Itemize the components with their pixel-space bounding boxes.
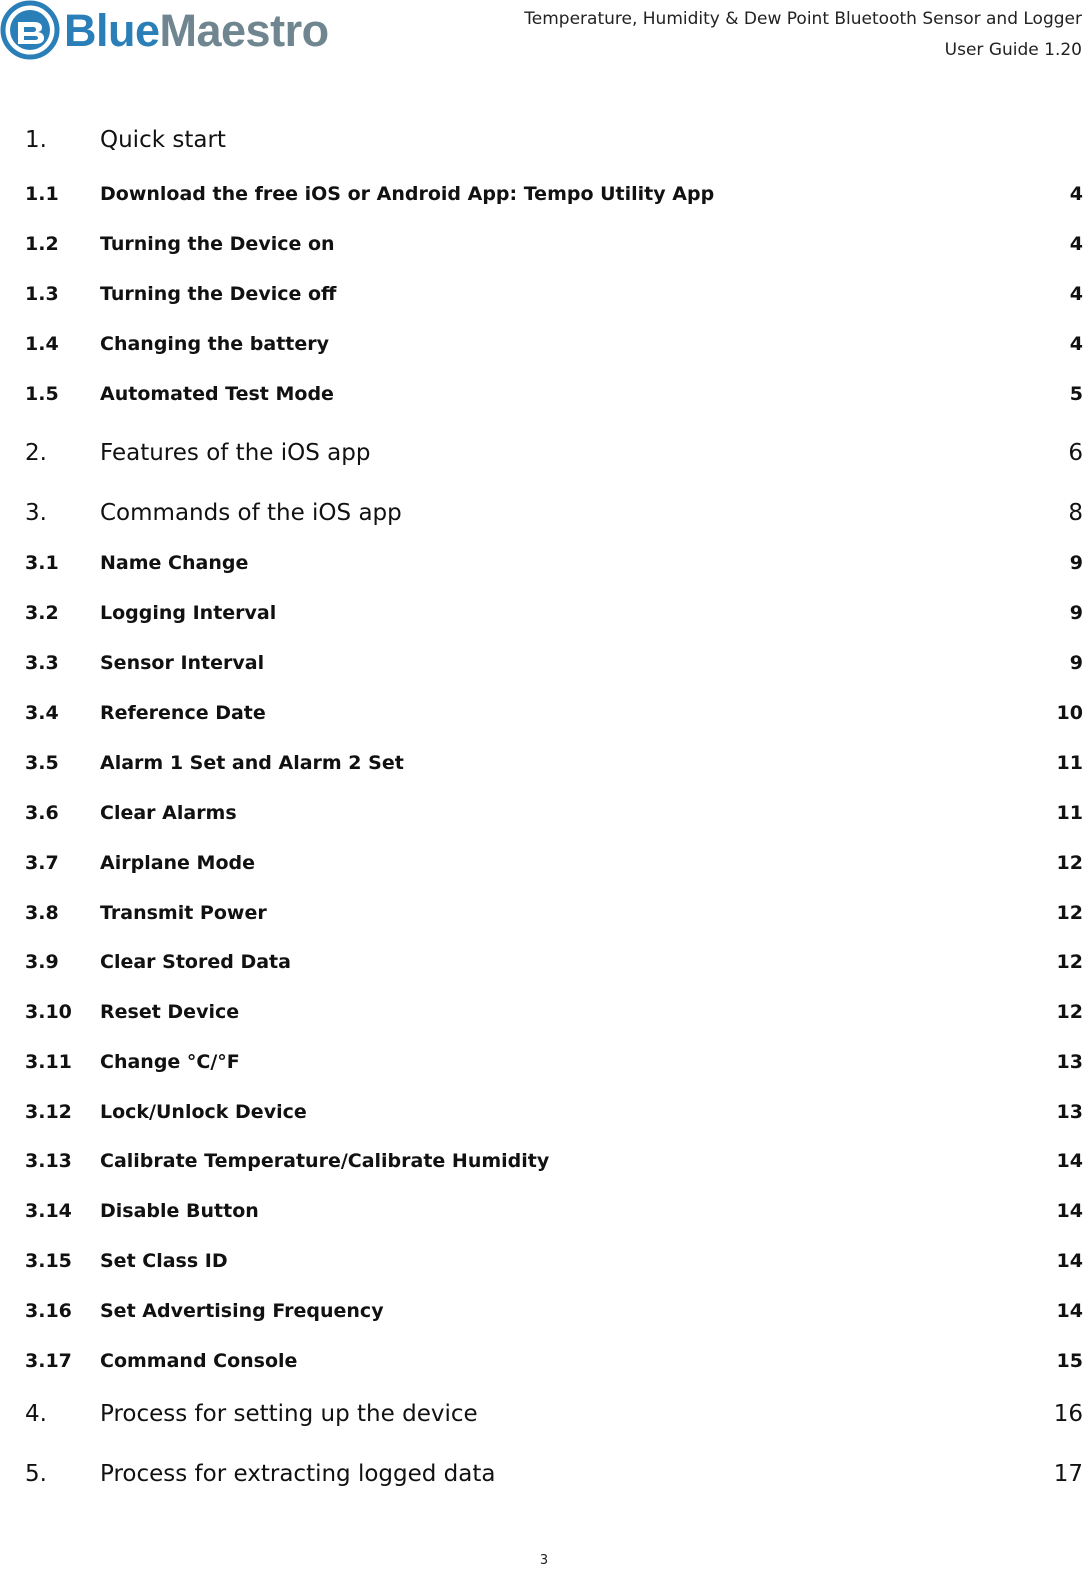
toc-entry-title: Automated Test Mode [100, 383, 334, 405]
toc-entry-number: 3.3 [25, 652, 59, 674]
toc-entry[interactable] [0, 183, 1088, 213]
toc-entry-title: Set Class ID [100, 1250, 228, 1272]
toc-entry[interactable] [0, 333, 1088, 363]
toc-entry-number: 1.1 [25, 183, 59, 205]
toc-entry-title: Turning the Device off [100, 283, 337, 305]
toc-entry-page: 15 [1056, 1350, 1083, 1372]
toc-entry[interactable] [0, 802, 1088, 832]
toc-entry-page: 12 [1056, 951, 1083, 973]
toc-entry-title: Clear Alarms [100, 802, 237, 824]
toc-entry-title: Calibrate Temperature/Calibrate Humidity [100, 1150, 550, 1172]
bluemaestro-logo-icon [0, 0, 60, 60]
toc-entry-title: Features of the iOS app [100, 440, 371, 466]
toc-entry-number: 3.2 [25, 602, 59, 624]
toc-entry[interactable] [0, 233, 1088, 263]
toc-entry-number: 3.5 [25, 752, 59, 774]
toc-entry[interactable] [0, 1250, 1088, 1280]
toc-entry-title: Alarm 1 Set and Alarm 2 Set [100, 752, 404, 774]
page-number: 3 [539, 1553, 549, 1568]
toc-entry-page: 4 [1069, 183, 1083, 205]
toc-entry[interactable] [0, 752, 1088, 782]
toc-entry-title: Transmit Power [100, 902, 267, 924]
toc-entry-title: Turning the Device on [100, 233, 335, 255]
toc-entry[interactable] [0, 383, 1088, 413]
toc-entry-number: 3.7 [25, 852, 59, 874]
toc-entry-number: 1.3 [25, 283, 59, 305]
toc-entry[interactable] [0, 902, 1088, 932]
toc-entry-number: 3.17 [25, 1350, 72, 1372]
toc-entry-title: Commands of the iOS app [100, 500, 402, 526]
logo-wordmark-blue: Blue [64, 4, 160, 56]
toc-entry-page: 9 [1069, 602, 1083, 624]
toc-entry[interactable] [0, 283, 1088, 313]
toc-entry[interactable] [0, 1350, 1088, 1380]
toc-entry-page: 14 [1056, 1150, 1083, 1172]
toc-entry-page: 4 [1069, 283, 1083, 305]
toc-entry-page: 11 [1056, 752, 1083, 774]
toc-entry-number: 3.15 [25, 1250, 72, 1272]
toc-entry-page: 10 [1056, 702, 1083, 724]
toc-entry-page: 14 [1056, 1300, 1083, 1322]
toc-entry-number: 1.2 [25, 233, 59, 255]
toc-entry-number: 2. [25, 440, 47, 466]
toc-entry-page: 9 [1069, 652, 1083, 674]
toc-entry[interactable] [0, 500, 1088, 530]
toc-entry-number: 3.9 [25, 951, 59, 973]
toc-entry-number: 1. [25, 127, 47, 153]
toc-entry-title: Download the free iOS or Android App: Tempo Utility App [100, 183, 715, 205]
toc-entry-number: 3.13 [25, 1150, 72, 1172]
toc-entry-title: Reset Device [100, 1001, 240, 1023]
toc-entry-page: 4 [1069, 233, 1083, 255]
toc-entry-number: 3.11 [25, 1051, 72, 1073]
toc-entry[interactable] [0, 1101, 1088, 1131]
toc-entry-number: 3.8 [25, 902, 59, 924]
toc-entry-number: 1.4 [25, 333, 59, 355]
toc-entry-page: 5 [1069, 383, 1083, 405]
toc-entry-number: 3.4 [25, 702, 59, 724]
toc-entry-number: 3. [25, 500, 47, 526]
toc-entry[interactable] [0, 1461, 1088, 1491]
toc-entry-page: 6 [1068, 440, 1083, 466]
toc-entry-number: 3.10 [25, 1001, 72, 1023]
toc-entry[interactable] [0, 552, 1088, 582]
toc-entry-number: 3.1 [25, 552, 59, 574]
toc-entry[interactable] [0, 652, 1088, 682]
document-header [524, 4, 1082, 66]
header-title: Temperature, Humidity & Dew Point Bluetooth Sensor and Logger [524, 9, 1082, 29]
toc-entry-title: Lock/Unlock Device [100, 1101, 307, 1123]
toc-entry-page: 12 [1056, 1001, 1083, 1023]
toc-entry-title: Changing the battery [100, 333, 330, 355]
toc-entry-page: 14 [1056, 1250, 1083, 1272]
toc-entry-title: Process for setting up the device [100, 1401, 478, 1427]
toc-entry[interactable] [0, 702, 1088, 732]
toc-entry-title: Set Advertising Frequency [100, 1300, 384, 1322]
toc-entry-number: 3.6 [25, 802, 59, 824]
toc-entry[interactable] [0, 602, 1088, 632]
toc-entry-title: Reference Date [100, 702, 266, 724]
toc-entry-page: 16 [1053, 1401, 1083, 1427]
toc-entry[interactable] [0, 1001, 1088, 1031]
toc-entry-number: 3.12 [25, 1101, 72, 1123]
toc-entry[interactable] [0, 1150, 1088, 1180]
toc-entry[interactable] [0, 127, 1088, 157]
toc-entry-page: 12 [1056, 852, 1083, 874]
toc-entry[interactable] [0, 852, 1088, 882]
toc-entry-title: Clear Stored Data [100, 951, 291, 973]
toc-entry[interactable] [0, 1200, 1088, 1230]
toc-entry-page: 8 [1068, 500, 1083, 526]
toc-entry-title: Change °C/°F [100, 1051, 240, 1073]
toc-entry-title: Logging Interval [100, 602, 277, 624]
toc-entry-page: 13 [1056, 1051, 1083, 1073]
toc-entry-number: 3.16 [25, 1300, 72, 1322]
toc-entry-number: 1.5 [25, 383, 59, 405]
toc-entry[interactable] [0, 1051, 1088, 1081]
toc-entry[interactable] [0, 1300, 1088, 1330]
toc-entry-number: 4. [25, 1401, 47, 1427]
toc-entry-title: Sensor Interval [100, 652, 265, 674]
toc-entry[interactable] [0, 440, 1088, 470]
toc-entry-title: Quick start [100, 127, 226, 153]
toc-entry-title: Disable Button [100, 1200, 259, 1222]
toc-entry-title: Command Console [100, 1350, 298, 1372]
toc-entry-page: 17 [1053, 1461, 1083, 1487]
toc-entry-title: Name Change [100, 552, 249, 574]
toc-entry[interactable] [0, 951, 1088, 981]
toc-entry[interactable] [0, 1401, 1088, 1431]
toc-entry-title: Process for extracting logged data [100, 1461, 496, 1487]
brand-logo [0, 0, 329, 60]
toc-entry-page: 12 [1056, 902, 1083, 924]
toc-entry-number: 3.14 [25, 1200, 72, 1222]
toc-entry-page: 4 [1069, 333, 1083, 355]
toc-entry-page: 13 [1056, 1101, 1083, 1123]
header-version: User Guide 1.20 [944, 40, 1082, 60]
toc-entry-title: Airplane Mode [100, 852, 255, 874]
logo-wordmark-maestro: Maestro [159, 4, 329, 56]
toc-entry-number: 5. [25, 1461, 47, 1487]
toc-entry-page: 9 [1069, 552, 1083, 574]
toc-entry-page: 14 [1056, 1200, 1083, 1222]
logo-wordmark [64, 4, 329, 56]
toc-entry-page: 11 [1056, 802, 1083, 824]
